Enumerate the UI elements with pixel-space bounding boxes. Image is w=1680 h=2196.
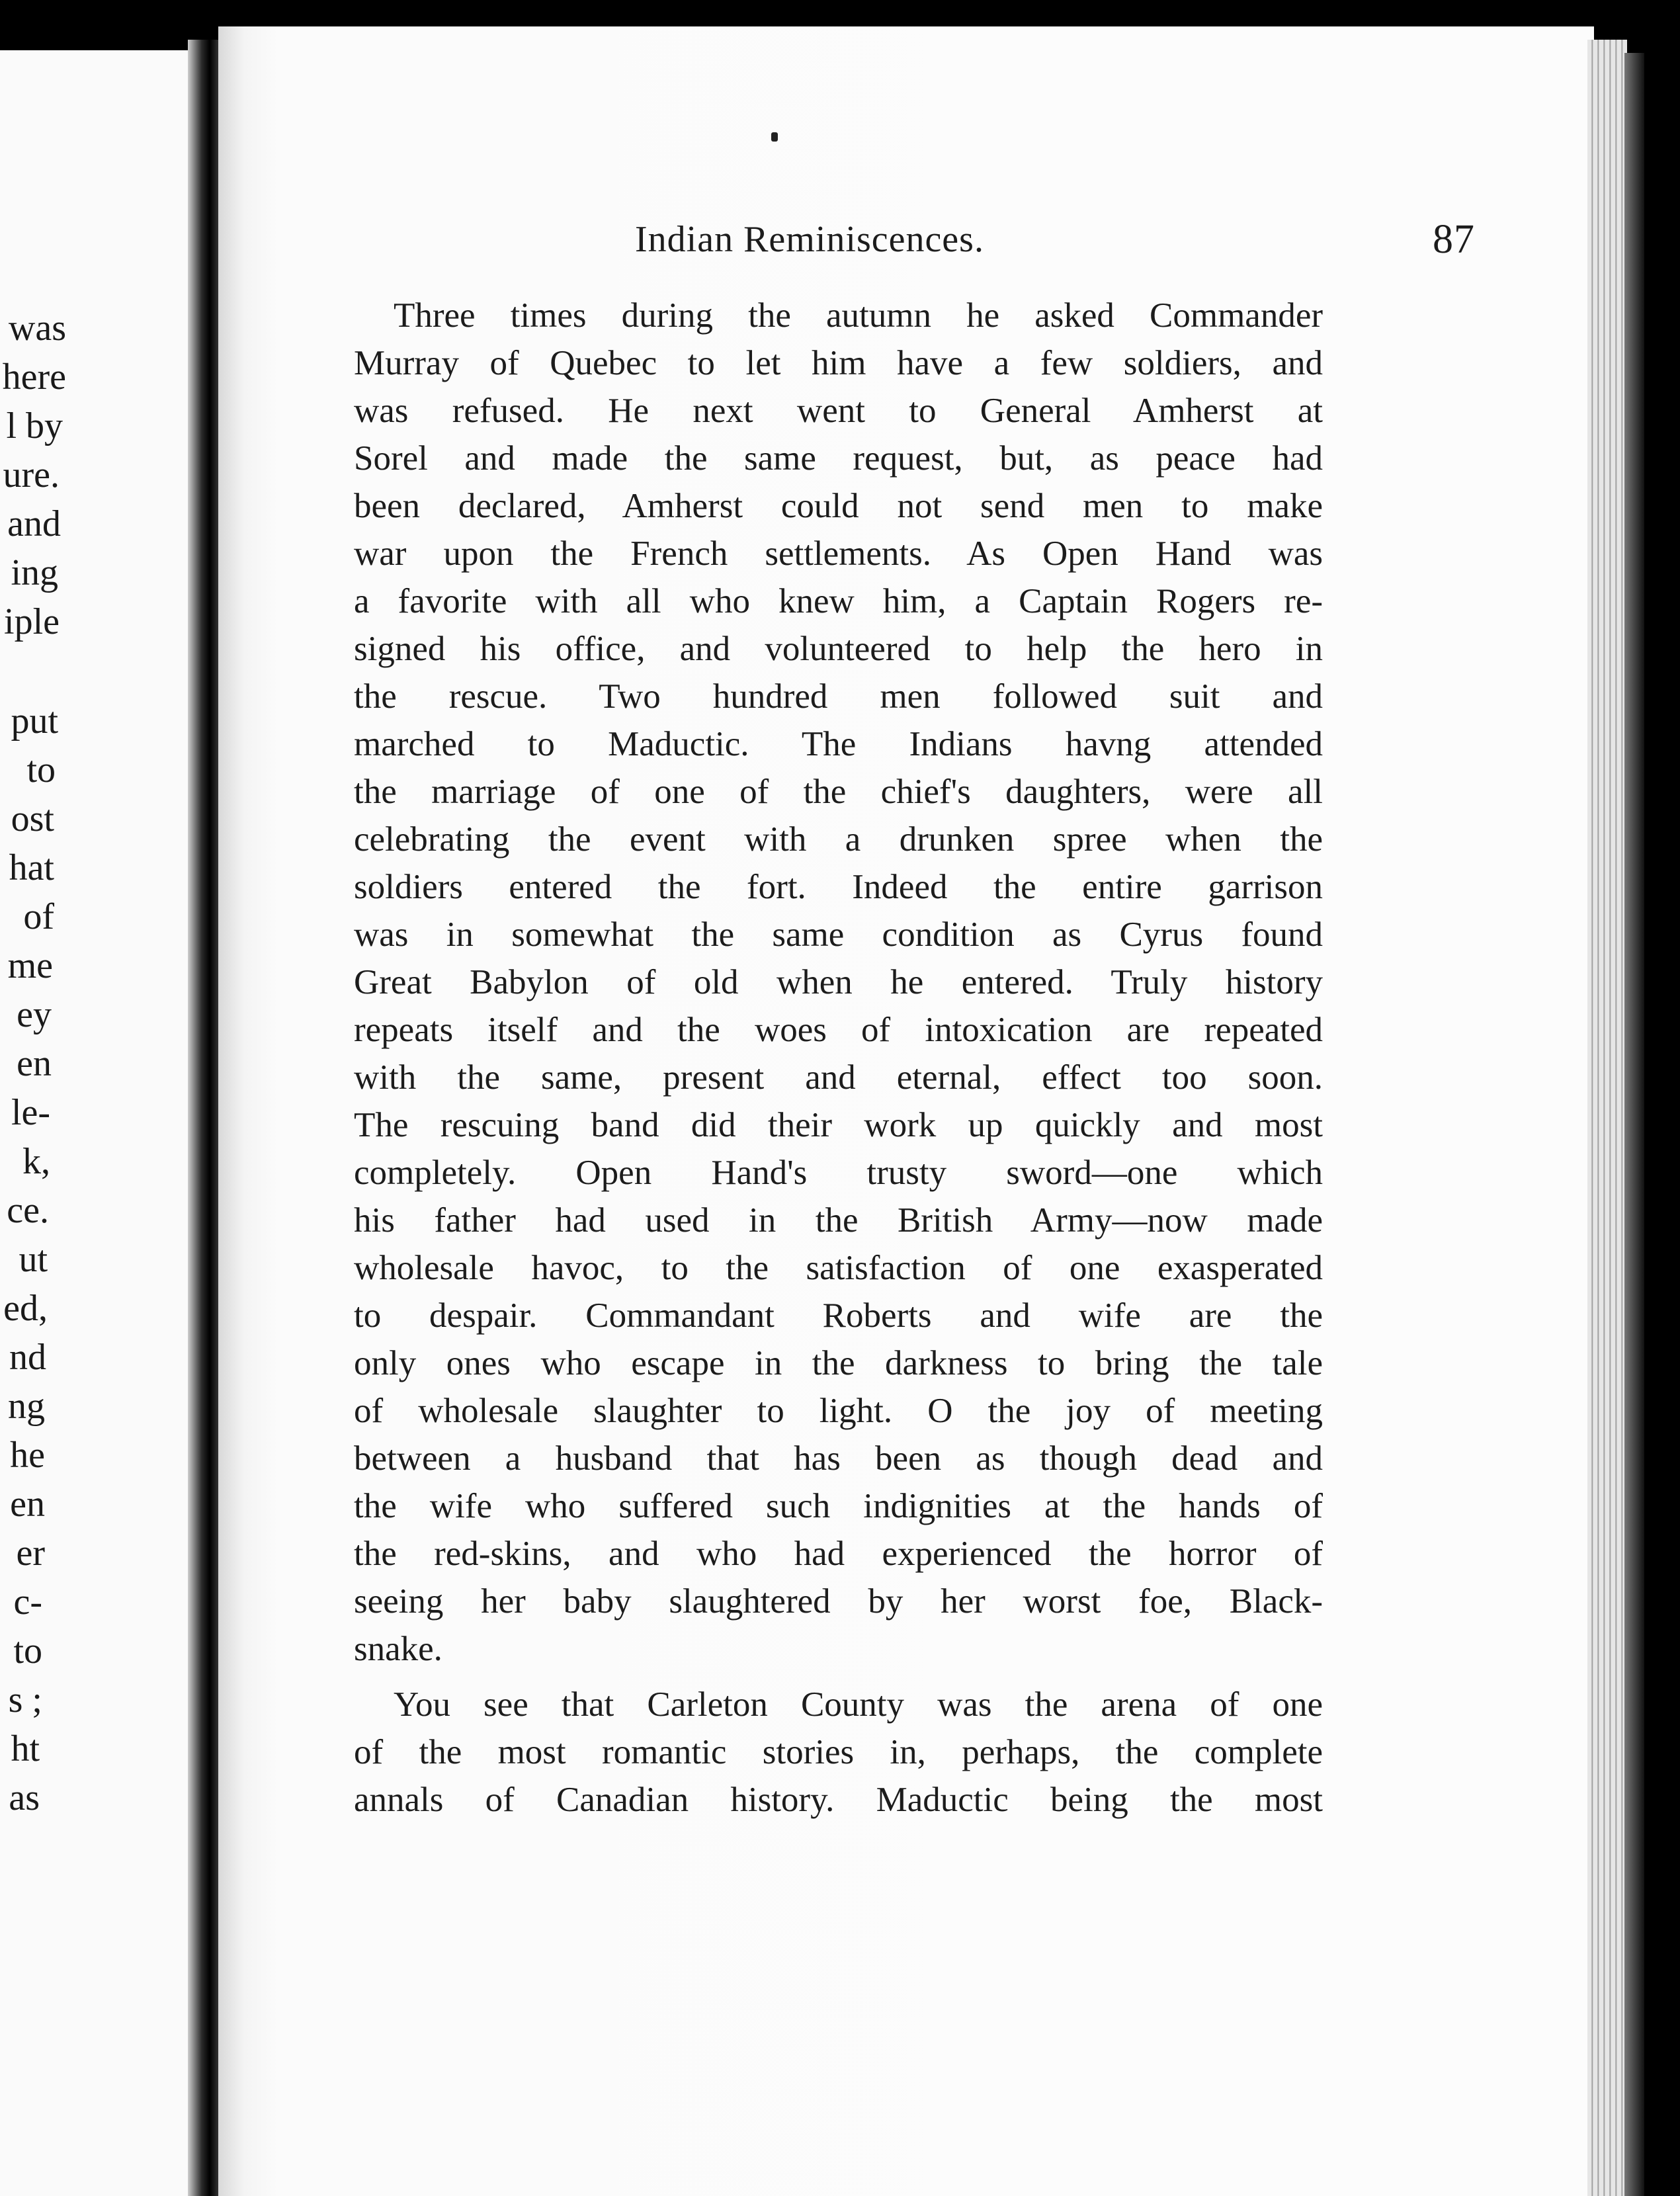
text-line: the red-skins, and who had experienced the horror of: [354, 1535, 1323, 1573]
left-page-fragment: ng: [8, 1386, 45, 1427]
left-page-fragment: ure.: [3, 454, 60, 495]
text-line: war upon the French settlements. As Open Hand was: [354, 534, 1323, 573]
text-line: soldiers entered the fort. Indeed the entire garrison: [354, 868, 1323, 906]
left-page-fragment: to: [13, 1630, 42, 1671]
left-page-fragment: me: [7, 945, 53, 986]
text-line: marched to Maductic. The Indians havng attended: [354, 725, 1323, 763]
text-line: celebrating the event with a drunken spree when the: [354, 820, 1323, 859]
text-line: with the same, present and eternal, effect too soon.: [354, 1058, 1323, 1097]
left-page-fragment: ost: [11, 798, 54, 839]
left-page-fragment: hat: [9, 847, 54, 888]
left-page-fragment: c-: [13, 1582, 42, 1623]
text-line: was refused. He next went to General Amherst at: [354, 392, 1323, 430]
left-page-fragment: here: [2, 357, 66, 398]
text-line: the rescue. Two hundred men followed suit and: [354, 677, 1323, 716]
text-line: his father had used in the British Army—now made: [354, 1201, 1323, 1240]
left-page-fragment: ce.: [7, 1190, 49, 1231]
left-page-fragment: en: [10, 1484, 45, 1525]
text-line: the wife who suffered such indignities at the hands of: [354, 1487, 1323, 1525]
text-line: signed his office, and volunteered to help the hero in: [354, 630, 1323, 668]
page-edge-shadow: [1624, 53, 1644, 2196]
text-line: annals of Canadian history. Maductic being the most: [354, 1781, 1323, 1819]
text-line: been declared, Amherst could not send men to make: [354, 487, 1323, 525]
text-line: Great Babylon of old when he entered. Truly history: [354, 963, 1323, 1001]
left-page-fragment: iple: [4, 601, 60, 642]
text-line: of wholesale slaughter to light. O the joy of meeting: [354, 1392, 1323, 1430]
text-line: The rescuing band did their work up quickly and most: [354, 1106, 1323, 1144]
left-page-fragment: ut: [19, 1239, 48, 1280]
left-page-fragment: l by: [6, 405, 63, 446]
text-line: completely. Open Hand's trusty sword—one which: [354, 1154, 1323, 1192]
left-page-fragment: k,: [22, 1141, 50, 1182]
page-edge-stack: [1587, 40, 1627, 2196]
left-page-fragment: ht: [11, 1728, 40, 1769]
text-line: between a husband that has been as though dead and: [354, 1439, 1323, 1478]
text-line: Murray of Quebec to let him have a few soldiers, and: [354, 344, 1323, 382]
left-page-fragment: to: [26, 749, 56, 790]
text-line: was in somewhat the same condition as Cyrus found: [354, 915, 1323, 954]
page-number: 87: [1433, 217, 1475, 262]
left-page-fragment: he: [10, 1435, 45, 1476]
left-page-fragment: er: [16, 1533, 45, 1574]
previous-page: [0, 50, 198, 2196]
text-line: seeing her baby slaughtered by her worst foe, Black-: [354, 1582, 1323, 1621]
left-page-fragment: en: [17, 1043, 52, 1084]
left-page-fragment: was: [8, 308, 66, 349]
text-line: snake.: [354, 1630, 442, 1668]
running-head: [417, 213, 1475, 266]
text-line: Three times during the autumn he asked Commander: [394, 296, 1323, 335]
text-line: Sorel and made the same request, but, as peace had: [354, 439, 1323, 478]
ornament-dot: [771, 132, 778, 142]
left-page-fragment: ing: [11, 552, 58, 593]
left-page-fragment: le-: [11, 1092, 50, 1133]
text-line: the marriage of one of the chief's daughters, were all: [354, 773, 1323, 811]
left-page-fragment: as: [9, 1777, 40, 1818]
left-page-fragment: s ;: [8, 1679, 42, 1720]
text-line: repeats itself and the woes of intoxication are repeated: [354, 1011, 1323, 1049]
text-line: You see that Carleton County was the arena of one: [394, 1685, 1323, 1724]
left-page-fragment: and: [7, 503, 61, 544]
running-title: Indian Reminiscences.: [635, 219, 984, 260]
left-page-fragment: of: [23, 896, 54, 937]
text-line: of the most romantic stories in, perhaps, the complete: [354, 1733, 1323, 1771]
left-page-fragment: put: [11, 700, 58, 741]
left-page-fragment: ey: [17, 994, 52, 1035]
text-line: wholesale havoc, to the satisfaction of one exasperated: [354, 1249, 1323, 1287]
text-line: to despair. Commandant Roberts and wife are the: [354, 1296, 1323, 1335]
text-line: only ones who escape in the darkness to bring the tale: [354, 1344, 1323, 1382]
left-page-fragment: nd: [9, 1337, 46, 1378]
left-page-fragment: ed,: [3, 1288, 48, 1329]
text-line: a favorite with all who knew him, a Captain Rogers re-: [354, 582, 1323, 620]
